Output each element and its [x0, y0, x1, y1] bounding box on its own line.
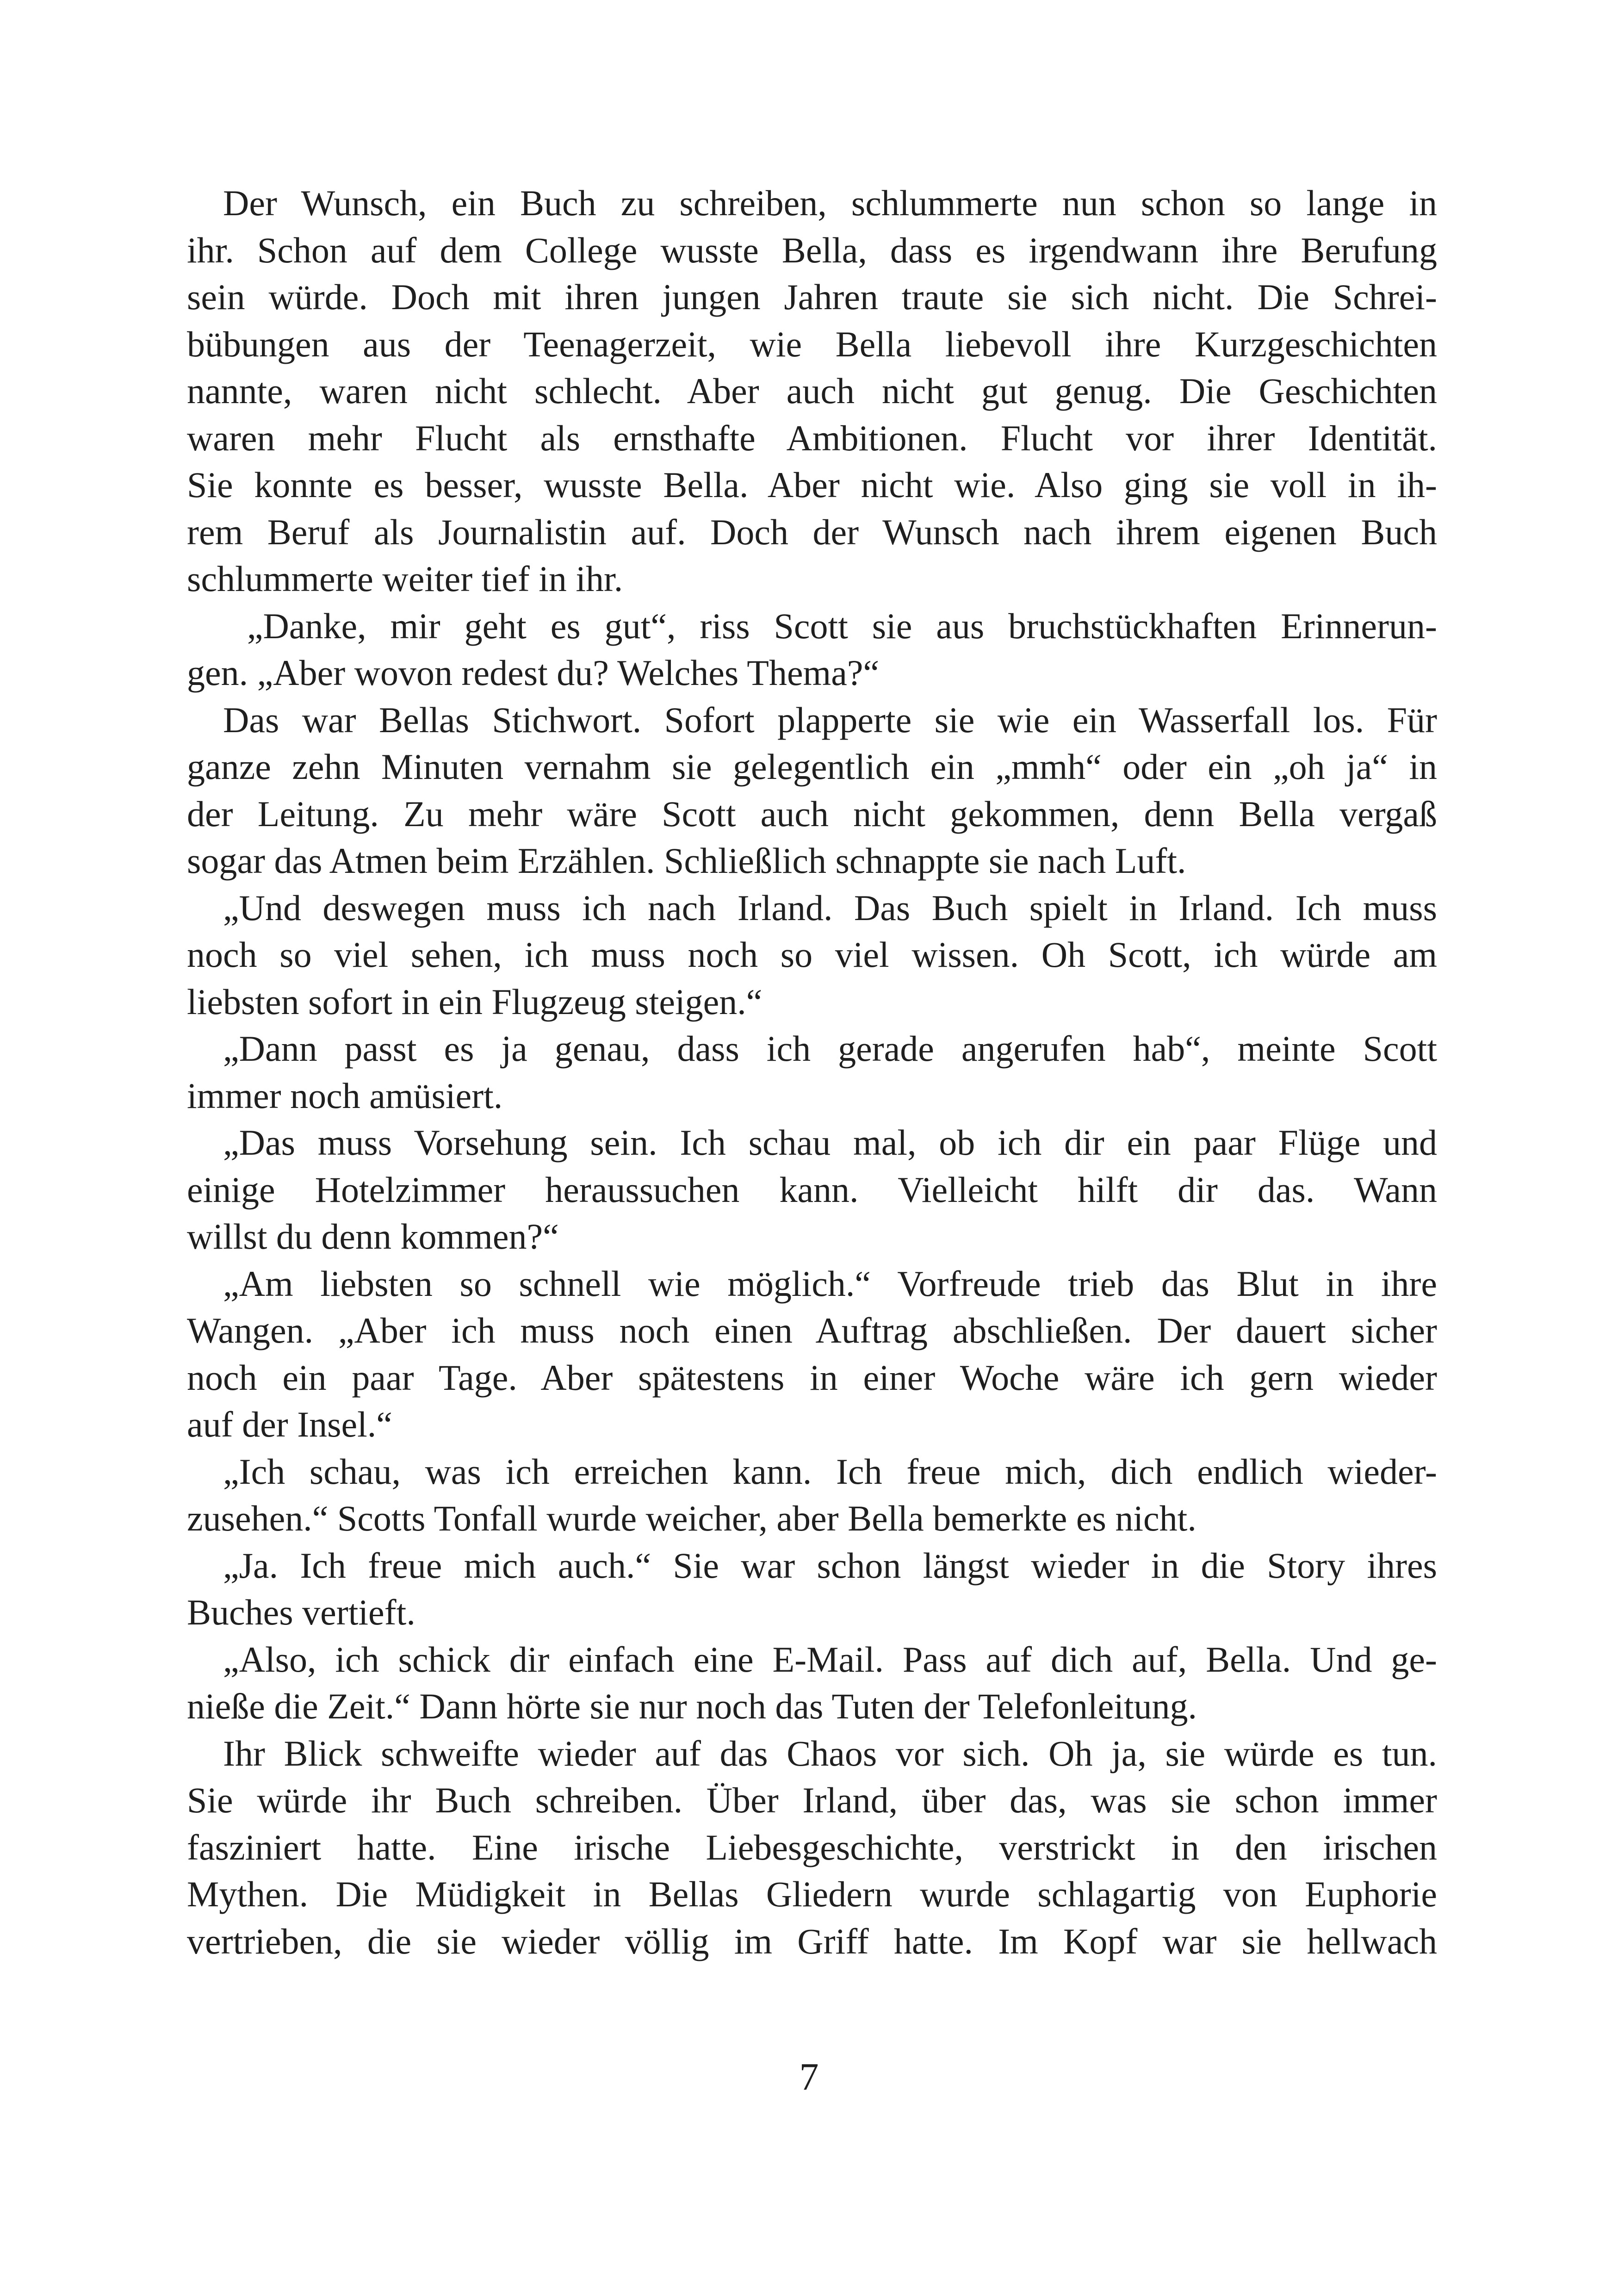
- text-line: Mythen. Die Müdigkeit in Bellas Gliedern wurde schlagartig von Euphorie: [187, 1874, 1437, 1914]
- paragraph: [187, 1448, 1437, 1542]
- text-line: „Am liebsten so schnell wie möglich.“ Vorfreude trieb das Blut in ihre: [187, 1263, 1437, 1304]
- paragraph: [187, 1730, 1437, 1965]
- text-line: schlummerte weiter tief in ihr.: [187, 559, 623, 599]
- text-line: bübungen aus der Teenagerzeit, wie Bella liebevoll ihre Kurzgeschichten: [187, 324, 1437, 364]
- text-line: sein würde. Doch mit ihren jungen Jahren traute sie sich nicht. Die Schrei-: [187, 277, 1437, 317]
- text-line: immer noch amüsiert.: [187, 1075, 503, 1116]
- text-line: der Leitung. Zu mehr wäre Scott auch nicht gekommen, denn Bella vergaß: [187, 793, 1437, 834]
- text-line: „Also, ich schick dir einfach eine E-Mail. Pass auf dich auf, Bella. Und ge-: [187, 1639, 1437, 1680]
- text-line: sogar das Atmen beim Erzählen. Schließlich schnappte sie nach Luft.: [187, 840, 1186, 881]
- text-line: „Und deswegen muss ich nach Irland. Das Buch spielt in Irland. Ich muss: [187, 887, 1437, 928]
- text-line: rem Beruf als Journalistin auf. Doch der Wunsch nach ihrem eigenen Buch: [187, 511, 1437, 552]
- text-line: Buches vertieft.: [187, 1592, 415, 1632]
- text-line: liebsten sofort in ein Flugzeug steigen.“: [187, 981, 763, 1022]
- text-line: noch so viel sehen, ich muss noch so viel wissen. Oh Scott, ich würde am: [187, 934, 1437, 975]
- text-line: ganze zehn Minuten vernahm sie gelegentlich ein „mmh“ oder ein „oh ja“ in: [187, 747, 1437, 787]
- text-line: auf der Insel.“: [187, 1404, 392, 1444]
- text-line: Das war Bellas Stichwort. Sofort plapperte sie wie ein Wasserfall los. Für: [187, 699, 1437, 740]
- text-line: fasziniert hatte. Eine irische Liebesgeschichte, verstrickt in den irischen: [187, 1827, 1437, 1867]
- body-text: [187, 180, 1437, 1965]
- paragraph: [187, 180, 1437, 603]
- text-line: zusehen.“ Scotts Tonfall wurde weicher, aber Bella bemerkte es nicht.: [187, 1498, 1196, 1538]
- text-line: nieße die Zeit.“ Dann hörte sie nur noch das Tuten der Telefonleitung.: [187, 1686, 1197, 1726]
- text-line: noch ein paar Tage. Aber spätestens in einer Woche wäre ich gern wieder: [187, 1357, 1437, 1398]
- paragraph: [187, 603, 1437, 697]
- paragraph: [187, 1636, 1437, 1730]
- paragraph: [187, 1260, 1437, 1448]
- text-line: gen. „Aber wovon redest du? Welches Thema?“: [187, 653, 880, 693]
- text-line: waren mehr Flucht als ernsthafte Ambitionen. Flucht vor ihrer Identität.: [187, 417, 1437, 458]
- text-line: einige Hotelzimmer heraussuchen kann. Vielleicht hilft dir das. Wann: [187, 1169, 1437, 1210]
- text-line: Sie konnte es besser, wusste Bella. Aber nicht wie. Also ging sie voll in ih-: [187, 465, 1437, 505]
- text-line: vertrieben, die sie wieder völlig im Griff hatte. Im Kopf war sie hellwach: [187, 1921, 1437, 1961]
- text-line: „Ja. Ich freue mich auch.“ Sie war schon längst wieder in die Story ihres: [187, 1545, 1437, 1586]
- paragraph: [187, 1542, 1437, 1636]
- paragraph: [187, 1119, 1437, 1260]
- text-line: Wangen. „Aber ich muss noch einen Auftrag abschließen. Der dauert sicher: [187, 1310, 1437, 1350]
- text-line: nannte, waren nicht schlecht. Aber auch nicht gut genug. Die Geschichten: [187, 371, 1437, 411]
- text-line: „Danke, mir geht es gut“, riss Scott sie aus bruchstückhaften Erinnerun-: [187, 605, 1437, 646]
- text-line: Der Wunsch, ein Buch zu schreiben, schlummerte nun schon so lange in: [187, 183, 1437, 223]
- text-line: „Ich schau, was ich erreichen kann. Ich freue mich, dich endlich wieder-: [187, 1451, 1437, 1492]
- paragraph: [187, 697, 1437, 884]
- text-line: „Dann passt es ja genau, dass ich gerade angerufen hab“, meinte Scott: [187, 1028, 1437, 1069]
- page-number: 7: [799, 2055, 819, 2098]
- text-line: Ihr Blick schweifte wieder auf das Chaos vor sich. Oh ja, sie würde es tun.: [187, 1733, 1437, 1773]
- paragraph: [187, 1025, 1437, 1119]
- text-line: ihr. Schon auf dem College wusste Bella, dass es irgendwann ihre Berufung: [187, 230, 1437, 270]
- text-line: Sie würde ihr Buch schreiben. Über Irland, über das, was sie schon immer: [187, 1780, 1437, 1820]
- text-line: „Das muss Vorsehung sein. Ich schau mal, ob ich dir ein paar Flüge und: [187, 1122, 1437, 1163]
- paragraph: [187, 884, 1437, 1026]
- text-line: willst du denn kommen?“: [187, 1216, 559, 1257]
